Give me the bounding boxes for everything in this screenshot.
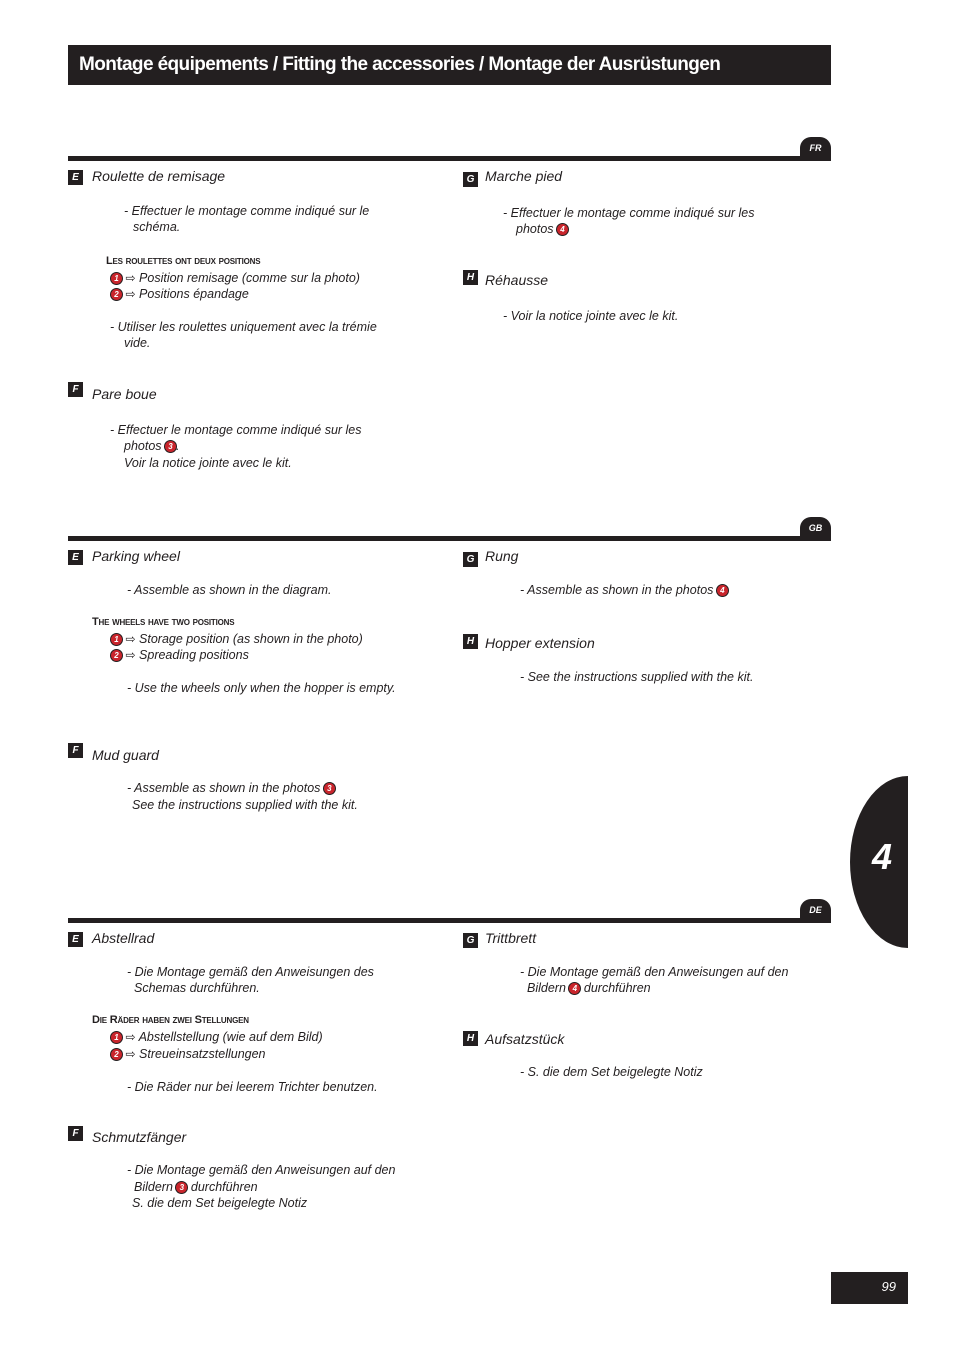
section-letter-g: G <box>463 933 478 948</box>
instruction-text <box>520 582 728 599</box>
instruction-text: - Effectuer le montage comme indiqué sur les <box>110 423 362 437</box>
section-heading: Pare boue <box>92 386 157 402</box>
position-text: Position remisage (comme sur la photo) <box>139 271 360 285</box>
page-number: 99 <box>831 1272 908 1304</box>
position-text: Positions épandage <box>139 287 249 301</box>
section-letter-g: G <box>463 172 478 187</box>
section-rule-de <box>68 918 831 923</box>
section-letter-h: H <box>463 634 478 649</box>
instruction-text: vide. <box>124 336 151 350</box>
position-item <box>111 647 249 663</box>
number-badge: 1 <box>111 1032 122 1043</box>
section-letter-e: E <box>68 550 83 565</box>
text-fragment: . <box>176 439 180 453</box>
section-heading: Marche pied <box>485 168 563 184</box>
section-letter-e: E <box>68 170 83 185</box>
text-fragment: durchführen <box>583 981 651 995</box>
section-letter-h: H <box>463 1031 478 1046</box>
text-fragment: - Assemble as shown in the photos <box>520 583 714 597</box>
number-badge: 3 <box>324 783 335 794</box>
instruction-text: - Assemble as shown in the diagram. <box>127 583 332 597</box>
instruction-text: - Effectuer le montage comme indiqué sur le <box>124 204 370 218</box>
instruction-text: Schemas durchführen. <box>134 981 260 995</box>
instruction-text <box>124 438 180 455</box>
text-fragment: - Assemble as shown in the photos <box>127 781 321 795</box>
instruction-text: - Die Montage gemäß den Anweisungen des <box>127 965 374 979</box>
section-heading: Abstellrad <box>92 930 155 946</box>
position-item <box>111 1046 266 1062</box>
language-tab-de: DE <box>800 899 831 921</box>
number-badge: 2 <box>111 650 122 661</box>
section-rule-gb <box>68 536 831 541</box>
instruction-text: - S. die dem Set beigelegte Notiz <box>520 1065 703 1079</box>
position-text: Streueinsatzstellungen <box>139 1047 266 1061</box>
position-item <box>111 270 360 286</box>
positions-heading: The wheels have two positions <box>92 616 235 628</box>
position-text: Storage position (as shown in the photo) <box>139 632 363 646</box>
text-fragment: photos <box>516 222 554 236</box>
section-heading: Roulette de remisage <box>92 168 226 184</box>
text-fragment: photos <box>124 439 162 453</box>
arrow-icon: ⇨ <box>125 287 136 301</box>
position-item <box>111 631 363 647</box>
instruction-text: - Die Montage gemäß den Anweisungen auf den <box>520 965 789 979</box>
instruction-text: - Utiliser les roulettes uniquement avec la trémie <box>110 320 377 334</box>
instruction-text: - Use the wheels only when the hopper is empty. <box>127 681 396 695</box>
section-rule-fr <box>68 156 831 161</box>
section-heading: Réhausse <box>485 272 549 288</box>
positions-heading: Die Räder haben zwei Stellungen <box>92 1014 249 1026</box>
section-heading: Trittbrett <box>485 930 537 946</box>
instruction-text: schéma. <box>133 220 181 234</box>
instruction-text <box>527 980 651 997</box>
number-badge: 2 <box>111 1049 122 1060</box>
instruction-text: - Effectuer le montage comme indiqué sur les <box>503 206 755 220</box>
instruction-text: S. die dem Set beigelegte Notiz <box>132 1196 308 1210</box>
language-tab-gb: GB <box>800 517 831 539</box>
instruction-text <box>516 221 568 238</box>
number-badge: 1 <box>111 273 122 284</box>
text-fragment: Bildern <box>134 1180 173 1194</box>
position-item <box>111 1029 323 1045</box>
instruction-text: - Voir la notice jointe avec le kit. <box>503 309 679 323</box>
section-heading: Rung <box>485 548 519 564</box>
instruction-text <box>127 780 335 797</box>
section-letter-f: F <box>68 743 83 758</box>
number-badge: 4 <box>717 585 728 596</box>
number-badge: 2 <box>111 289 122 300</box>
language-tab-fr: FR <box>800 137 831 159</box>
positions-heading: Les roulettes ont deux positions <box>106 255 261 267</box>
arrow-icon: ⇨ <box>125 271 136 285</box>
section-letter-h: H <box>463 270 478 285</box>
section-letter-f: F <box>68 382 83 397</box>
section-heading: Hopper extension <box>485 635 595 651</box>
section-letter-f: F <box>68 1126 83 1141</box>
instruction-text: - Die Räder nur bei leerem Trichter benutzen. <box>127 1080 378 1094</box>
chapter-number: 4 <box>872 836 893 877</box>
number-badge: 1 <box>111 634 122 645</box>
number-badge: 4 <box>557 224 568 235</box>
page-title: Montage équipements / Fitting the accessories / Montage der Ausrüstungen <box>68 45 831 85</box>
instruction-text: See the instructions supplied with the kit. <box>132 798 358 812</box>
text-fragment: Bildern <box>527 981 566 995</box>
section-heading: Mud guard <box>92 747 159 763</box>
arrow-icon: ⇨ <box>125 632 136 646</box>
arrow-icon: ⇨ <box>125 1047 136 1061</box>
text-fragment: durchführen <box>190 1180 258 1194</box>
position-item <box>111 286 249 302</box>
position-text: Abstellstellung (wie auf dem Bild) <box>138 1030 323 1044</box>
instruction-text: - See the instructions supplied with the kit. <box>520 670 754 684</box>
number-badge: 3 <box>165 441 176 452</box>
arrow-icon: ⇨ <box>125 1030 136 1044</box>
instruction-text: - Die Montage gemäß den Anweisungen auf den <box>127 1163 396 1177</box>
number-badge: 4 <box>569 983 580 994</box>
instruction-text <box>134 1179 258 1196</box>
arrow-icon: ⇨ <box>125 648 136 662</box>
section-heading: Aufsatzstück <box>485 1031 565 1047</box>
number-badge: 3 <box>176 1182 187 1193</box>
section-letter-g: G <box>463 552 478 567</box>
section-heading: Parking wheel <box>92 548 180 564</box>
section-letter-e: E <box>68 932 83 947</box>
instruction-text: Voir la notice jointe avec le kit. <box>124 456 292 470</box>
position-text: Spreading positions <box>139 648 249 662</box>
section-heading: Schmutzfänger <box>92 1129 187 1145</box>
